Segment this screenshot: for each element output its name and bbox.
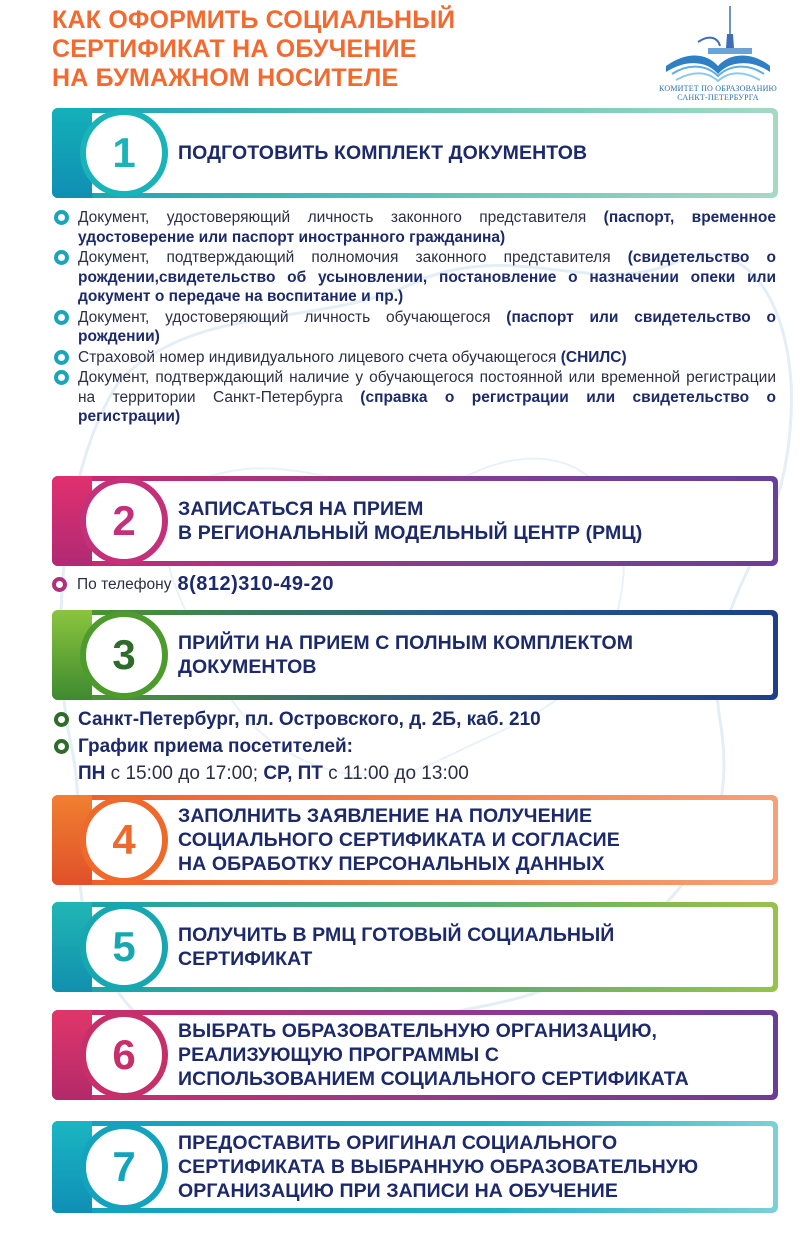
bullet-icon — [52, 577, 67, 592]
logo-line: КОМИТЕТ ПО ОБРАЗОВАНИЮ — [659, 84, 777, 93]
doc-details: (паспорт, временное удостоверение или паспорт иностранного гражданина) — [78, 209, 776, 246]
phone-number: 8(812)310-49-20 — [177, 573, 334, 595]
step-line: ПРИЙТИ НА ПРИЕМ С ПОЛНЫМ КОМПЛЕКТОМ — [178, 632, 634, 654]
visit-info — [52, 707, 776, 787]
step-number: 2 — [80, 477, 168, 565]
list-item — [52, 308, 776, 347]
step-label — [178, 1010, 768, 1100]
doc-text: Страховой номер индивидуального лицевого счета обучающегося — [78, 348, 561, 366]
step-7 — [52, 1121, 778, 1213]
list-item — [52, 208, 776, 247]
step-line: ИСПОЛЬЗОВАНИЕМ СОЦИАЛЬНОГО СЕРТИФИКАТА — [178, 1068, 689, 1090]
title-line: СЕРТИФИКАТ НА ОБУЧЕНИЕ — [52, 35, 417, 63]
step-number: 5 — [80, 903, 168, 991]
phone-label: По телефону — [77, 575, 172, 593]
list-item — [52, 348, 776, 368]
step-label — [178, 902, 768, 992]
step-number: 3 — [80, 611, 168, 699]
schedule-time: с 15:00 до 17:00; — [105, 763, 264, 784]
doc-details: (свидетельство о рождении,свидетельство об усыновлении, постановление о назначении опеки или документ о передаче на воспитание и пр.) — [78, 249, 776, 305]
bullet-icon — [54, 310, 69, 325]
doc-text: Документ, удостоверяющий личность обучающегося — [78, 308, 507, 326]
address-text: Санкт-Петербург, пл. Островского, д. 2Б, каб. 210 — [78, 709, 541, 730]
step-line: СОЦИАЛЬНОГО СЕРТИФИКАТА И СОГЛАСИЕ — [178, 829, 620, 851]
address — [52, 707, 776, 733]
bullet-icon — [54, 250, 69, 265]
schedule-title-text: График приема посетителей: — [78, 736, 354, 757]
step-number: 7 — [80, 1123, 168, 1211]
step-4 — [52, 795, 778, 885]
step-1 — [52, 108, 778, 198]
step-line: СЕРТИФИКАТ — [178, 948, 313, 970]
step-label — [178, 476, 768, 566]
schedule-day: ПН — [78, 763, 106, 784]
step-number: 1 — [80, 109, 168, 197]
step-line: РЕАЛИЗУЮЩУЮ ПРОГРАММЫ С — [178, 1044, 500, 1066]
documents-list — [52, 208, 776, 427]
schedule — [52, 761, 776, 787]
step-line: ЗАПИСАТЬСЯ НА ПРИЕМ — [178, 498, 424, 520]
step-6 — [52, 1010, 778, 1100]
step-label — [178, 795, 768, 885]
step-line: В РЕГИОНАЛЬНЫЙ МОДЕЛЬНЫЙ ЦЕНТР (РМЦ) — [178, 522, 643, 544]
step-line: НА ОБРАБОТКУ ПЕРСОНАЛЬНЫХ ДАННЫХ — [178, 853, 605, 875]
step-label — [178, 610, 768, 700]
list-item — [52, 248, 776, 307]
step-number: 6 — [80, 1011, 168, 1099]
step-line: ПОДГОТОВИТЬ КОМПЛЕКТ ДОКУМЕНТОВ — [178, 142, 588, 164]
doc-text: Документ, подтверждающий полномочия законного представителя — [78, 249, 628, 266]
step-line: ПРЕДОСТАВИТЬ ОРИГИНАЛ СОЦИАЛЬНОГО — [178, 1132, 618, 1154]
doc-text: Документ, удостоверяющий личность законного представителя — [78, 209, 604, 226]
doc-details: (СНИЛС) — [560, 348, 627, 366]
step-line: ОРГАНИЗАЦИЮ ПРИ ЗАПИСИ НА ОБУЧЕНИЕ — [178, 1180, 618, 1202]
committee-logo — [648, 4, 788, 104]
bullet-icon — [54, 350, 69, 365]
schedule-day: СР, ПТ — [263, 763, 323, 784]
doc-details: (справка о регистрации или свидетельство о регистрации) — [78, 388, 776, 425]
phone-line — [52, 573, 334, 596]
step-5 — [52, 902, 778, 992]
bullet-icon — [54, 210, 69, 225]
step-2 — [52, 476, 778, 566]
list-item — [52, 368, 776, 427]
doc-text: Документ, подтверждающий наличие у обучающегося постоянной или временной регистрации на территории Санкт-Петербурга — [78, 369, 776, 406]
schedule-title — [52, 734, 776, 760]
step-line: СЕРТИФИКАТА В ВЫБРАННУЮ ОБРАЗОВАТЕЛЬНУЮ — [178, 1156, 699, 1178]
logo-line: САНКТ-ПЕТЕРБУРГА — [677, 93, 759, 102]
step-number: 4 — [80, 796, 168, 884]
step-3 — [52, 610, 778, 700]
title-line: КАК ОФОРМИТЬ СОЦИАЛЬНЫЙ — [52, 6, 456, 34]
step-line: ВЫБРАТЬ ОБРАЗОВАТЕЛЬНУЮ ОРГАНИЗАЦИЮ, — [178, 1020, 658, 1042]
bullet-icon — [54, 370, 69, 385]
spire-book-logo-icon — [658, 4, 778, 84]
step-line: ДОКУМЕНТОВ — [178, 656, 317, 678]
bullet-icon — [54, 712, 69, 727]
schedule-time: с 11:00 до 13:00 — [322, 763, 469, 784]
page-title — [52, 6, 572, 93]
step-line: ЗАПОЛНИТЬ ЗАЯВЛЕНИЕ НА ПОЛУЧЕНИЕ — [178, 805, 593, 827]
step-label — [178, 1121, 768, 1213]
doc-details: (паспорт или свидетельство о рождении) — [78, 308, 776, 345]
title-line: НА БУМАЖНОМ НОСИТЕЛЕ — [52, 64, 399, 92]
bullet-icon — [54, 739, 69, 754]
step-line: ПОЛУЧИТЬ В РМЦ ГОТОВЫЙ СОЦИАЛЬНЫЙ — [178, 924, 615, 946]
step-label — [178, 108, 768, 198]
